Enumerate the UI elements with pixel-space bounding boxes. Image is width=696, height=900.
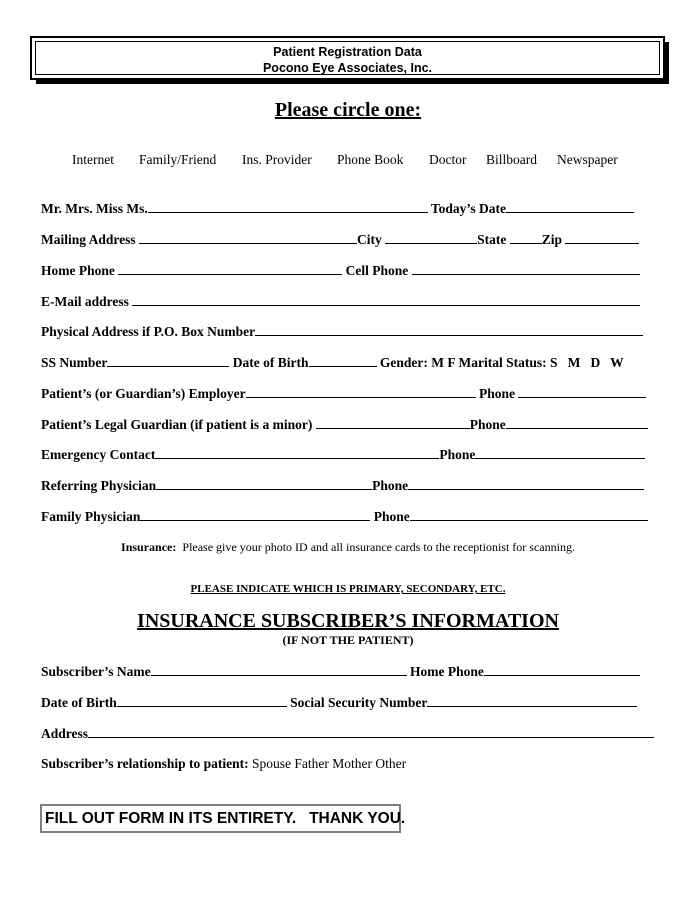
referring-physician-label: Referring Physician	[41, 478, 157, 493]
city-field[interactable]	[385, 231, 477, 244]
employer-phone-label: Phone	[478, 386, 515, 401]
row-physical-address	[41, 323, 643, 340]
header-box	[30, 36, 665, 80]
row-family-physician	[41, 508, 648, 525]
mailing-address-field[interactable]	[139, 231, 357, 244]
gender-label: Gender:	[379, 355, 428, 370]
marital-status-label: Marital Status:	[458, 355, 547, 370]
insurance-note-text: Please give your photo ID and all insurance cards to the receptionist for scanning.	[182, 540, 575, 554]
relationship-spouse[interactable]: Spouse	[252, 756, 292, 771]
name-field[interactable]	[148, 200, 428, 213]
insurance-note-label: Insurance:	[121, 540, 177, 554]
physical-address-label: Physical Address if P.O. Box Number	[41, 324, 256, 339]
subscriber-name-field[interactable]	[151, 663, 407, 676]
title-label: Mr. Mrs. Miss Ms.	[41, 201, 148, 216]
row-subscriber-dob	[41, 694, 637, 711]
zip-label: Zip	[541, 232, 563, 247]
row-subscriber-name	[41, 663, 640, 680]
primary-note: PLEASE INDICATE WHICH IS PRIMARY, SECONDARY, ETC.	[190, 583, 506, 595]
dob-label: Date of Birth	[232, 355, 309, 370]
cell-phone-field[interactable]	[412, 262, 640, 275]
home-phone-field[interactable]	[118, 262, 342, 275]
source-billboard[interactable]: Billboard	[486, 152, 537, 167]
todays-date-label: Today’s Date	[430, 201, 507, 216]
referring-physician-field[interactable]	[156, 477, 372, 490]
relationship-father[interactable]: Father	[294, 756, 329, 771]
relationship-mother[interactable]: Mother	[332, 756, 373, 771]
row-subscriber-address	[41, 725, 654, 742]
subscriber-ssn-label: Social Security Number	[290, 695, 428, 710]
email-field[interactable]	[132, 293, 640, 306]
source-internet[interactable]: Internet	[72, 152, 114, 167]
row-ss-dob-gender	[41, 354, 624, 371]
state-label: State	[477, 232, 507, 247]
zip-field[interactable]	[565, 231, 639, 244]
header-title: Patient Registration Data	[273, 45, 422, 59]
referring-phone-field[interactable]	[408, 477, 644, 490]
city-label: City	[357, 232, 382, 247]
row-emergency-contact	[41, 446, 645, 463]
legal-guardian-label: Patient’s Legal Guardian (if patient is a minor)	[41, 417, 313, 432]
physical-address-field[interactable]	[255, 323, 643, 336]
source-family-friend[interactable]: Family/Friend	[139, 152, 217, 167]
row-phones	[41, 262, 640, 279]
emergency-phone-field[interactable]	[475, 446, 645, 459]
emergency-contact-label: Emergency Contact	[41, 447, 156, 462]
subscriber-home-phone-label: Home Phone	[409, 664, 484, 679]
header-text	[35, 41, 660, 75]
referring-phone-label: Phone	[372, 478, 409, 493]
gender-m[interactable]: M	[431, 355, 444, 370]
source-doctor[interactable]: Doctor	[429, 152, 467, 167]
family-physician-label: Family Physician	[41, 509, 141, 524]
relationship-label: Subscriber’s relationship to patient:	[41, 756, 249, 771]
state-field[interactable]	[510, 231, 542, 244]
dob-field[interactable]	[309, 354, 377, 367]
todays-date-field[interactable]	[506, 200, 634, 213]
circle-prompt: Please circle one:	[274, 99, 422, 121]
subscriber-dob-field[interactable]	[117, 694, 287, 707]
cell-phone-label: Cell Phone	[345, 263, 409, 278]
row-referring-physician	[41, 477, 644, 494]
guardian-phone-label: Phone	[469, 417, 506, 432]
employer-label: Patient’s (or Guardian’s) Employer	[41, 386, 246, 401]
family-phone-label: Phone	[373, 509, 410, 524]
emergency-phone-label: Phone	[439, 447, 476, 462]
subscriber-name-label: Subscriber’s Name	[41, 664, 151, 679]
subscriber-subtitle: (IF NOT THE PATIENT)	[282, 633, 414, 647]
family-phone-field[interactable]	[410, 508, 648, 521]
insurance-note	[0, 540, 696, 555]
subscriber-address-label: Address	[41, 726, 89, 741]
row-name-date	[41, 200, 634, 217]
row-mailing-address	[41, 231, 639, 248]
ss-number-label: SS Number	[41, 355, 108, 370]
subscriber-title: INSURANCE SUBSCRIBER’S INFORMATION	[137, 610, 559, 632]
source-newspaper[interactable]: Newspaper	[557, 152, 618, 167]
relationship-other[interactable]: Other	[375, 756, 407, 771]
subscriber-home-phone-field[interactable]	[484, 663, 640, 676]
home-phone-label: Home Phone	[41, 263, 115, 278]
email-label: E-Mail address	[41, 294, 129, 309]
subscriber-ssn-field[interactable]	[427, 694, 637, 707]
gender-f[interactable]: F	[447, 355, 456, 370]
row-employer	[41, 385, 646, 402]
subscriber-address-field[interactable]	[88, 725, 654, 738]
footer-notice: FILL OUT FORM IN ITS ENTIRETY. THANK YOU.	[40, 804, 401, 833]
family-physician-field[interactable]	[140, 508, 370, 521]
employer-field[interactable]	[246, 385, 476, 398]
row-legal-guardian	[41, 416, 648, 433]
source-phone-book[interactable]: Phone Book	[337, 152, 404, 167]
header-company: Pocono Eye Associates, Inc.	[262, 61, 433, 75]
legal-guardian-field[interactable]	[316, 416, 470, 429]
emergency-contact-field[interactable]	[155, 446, 439, 459]
guardian-phone-field[interactable]	[506, 416, 648, 429]
row-subscriber-relationship	[41, 756, 406, 772]
source-ins-provider[interactable]: Ins. Provider	[242, 152, 312, 167]
ss-number-field[interactable]	[107, 354, 229, 367]
row-email	[41, 293, 640, 310]
subscriber-dob-label: Date of Birth	[41, 695, 117, 710]
marital-options[interactable]: S M D W	[550, 355, 624, 370]
mailing-address-label: Mailing Address	[41, 232, 136, 247]
employer-phone-field[interactable]	[518, 385, 646, 398]
